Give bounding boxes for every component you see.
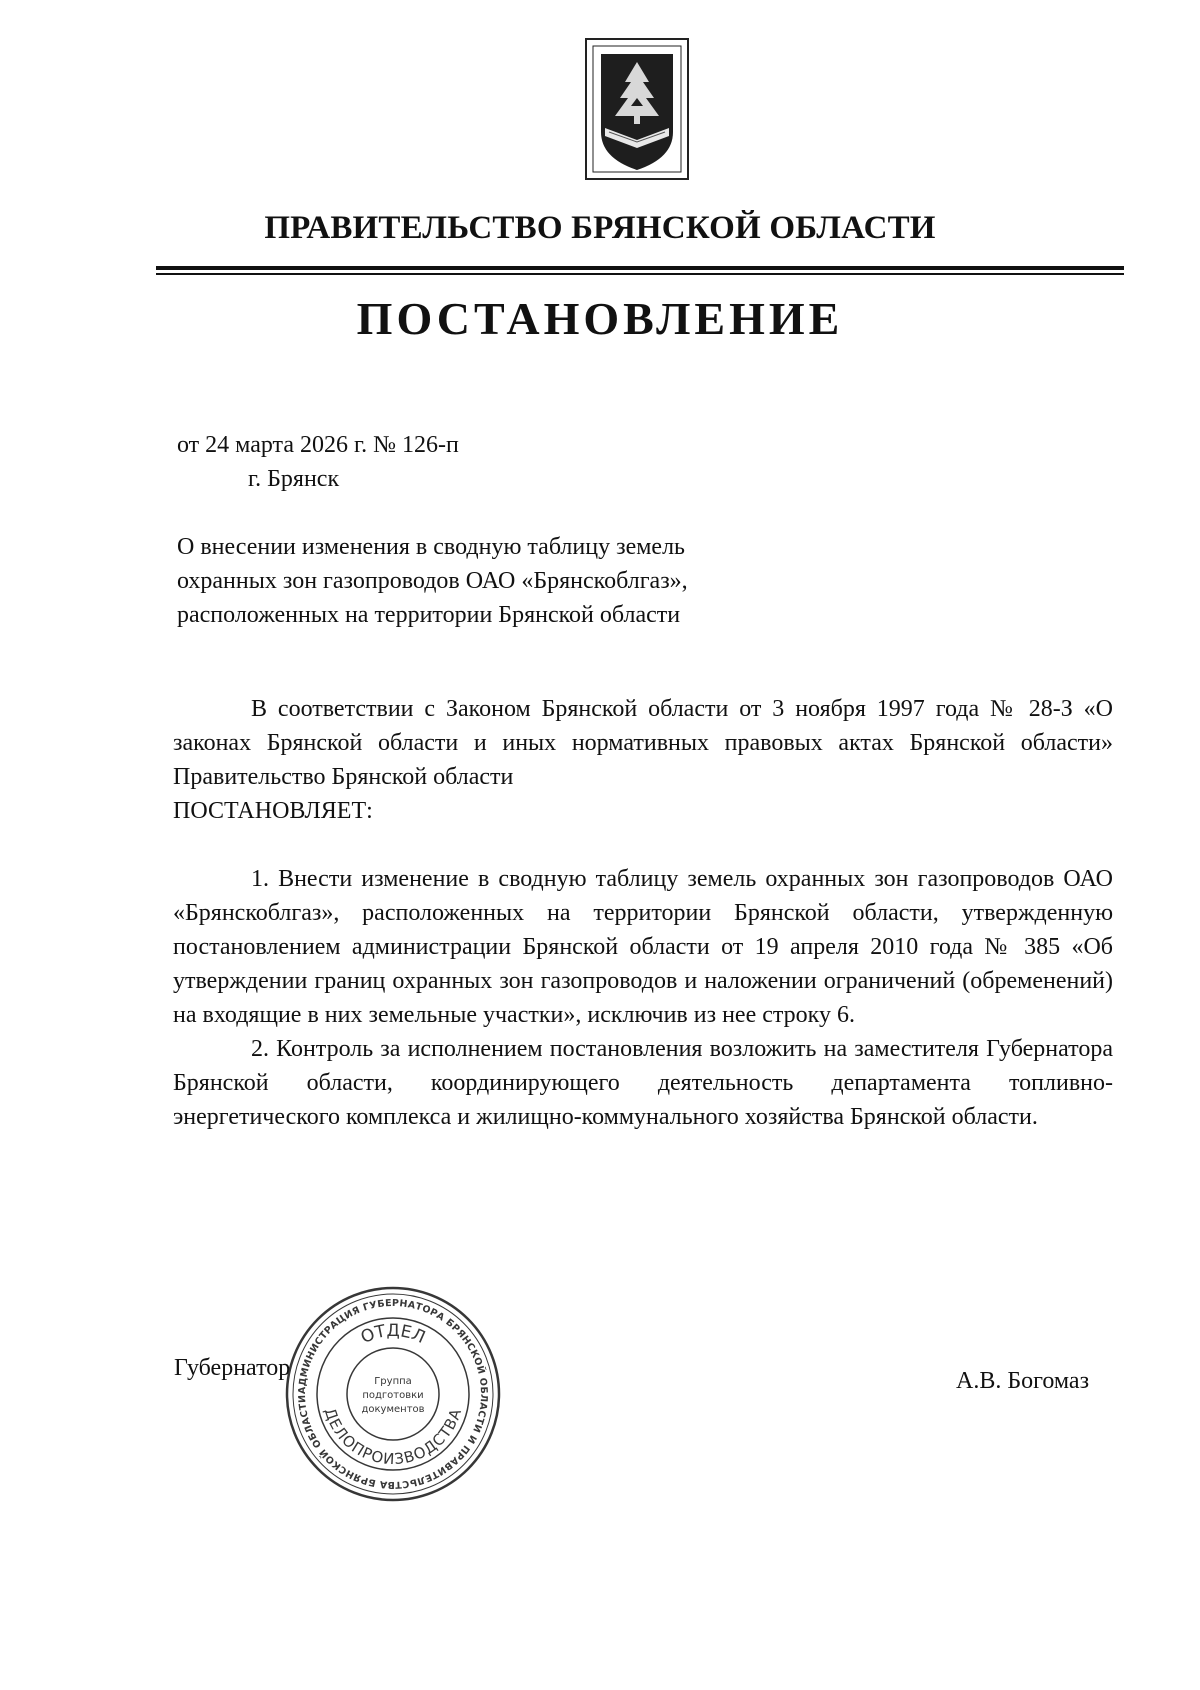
seal-center-line: подготовки — [362, 1390, 424, 1401]
document-subject — [177, 530, 688, 632]
decree-word: ПОСТАНОВЛЯЕТ: — [173, 798, 373, 824]
paragraph-spacer — [173, 828, 1113, 862]
signer-name: А.В. Богомаз — [956, 1368, 1090, 1394]
bryansk-coat-of-arms-icon — [585, 38, 689, 180]
seal-center-line: документов — [361, 1404, 425, 1415]
seal-middle-bottom: ДЕЛОПРОИЗВОДСТВА — [320, 1405, 466, 1469]
clause-2: 2. Контроль за исполнением постановления возложить на заместителя Губернатора Брянской области, координирующего деятельность департамента топливно-энергетического комплекса и жилищно-коммунального хозяйства Брянской области. — [173, 1036, 1113, 1130]
government-title: ПРАВИТЕЛЬСТВО БРЯНСКОЙ ОБЛАСТИ — [264, 210, 936, 246]
clause-1: 1. Внести изменение в сводную таблицу земель охранных зон газопроводов ОАО «Брянскоблгаз», расположенных на территории Брянской области, утвержденную постановлением администрации Брянской области от 19 апреля 2010 года № 385 «Об утверждении границ охранных зон газопроводов и наложении ограничений (обременений) на входящие в них земельные участки», исключив из нее строку 6. — [173, 866, 1113, 1028]
signer-role: Губернатор — [174, 1355, 291, 1381]
svg-text:ОТДЕЛ — [358, 1321, 428, 1348]
date-and-number: от 24 марта 2026 г. № 126-п — [177, 432, 459, 458]
subject-line: охранных зон газопроводов ОАО «Брянскоблгаз», — [177, 568, 688, 594]
header-rule-thick — [156, 266, 1124, 270]
city: г. Брянск — [248, 466, 340, 492]
document-body — [173, 692, 1113, 1134]
preamble-paragraph: В соответствии с Законом Брянской области от 3 ноября 1997 года № 28-З «О законах Брянской области и иных нормативных правовых актах Брянской области» Правительство Брянской области — [173, 696, 1113, 790]
seal-center-line: Группа — [374, 1376, 412, 1387]
seal-outer-text: АДМИНИСТРАЦИЯ ГУБЕРНАТОРА БРЯНСКОЙ ОБЛАСТИ И ПРАВИТЕЛЬСТВА БРЯНСКОЙ ОБЛАСТИ — [296, 1297, 490, 1491]
subject-line: расположенных на территории Брянской области — [177, 602, 681, 628]
header-rule-thin — [156, 273, 1124, 275]
document-type-title: ПОСТАНОВЛЕНИЕ — [356, 293, 844, 344]
official-seal-icon — [283, 1284, 503, 1504]
seal-middle-top: ОТДЕЛ — [357, 1321, 429, 1349]
subject-line: О внесении изменения в сводную таблицу земель — [177, 534, 685, 560]
